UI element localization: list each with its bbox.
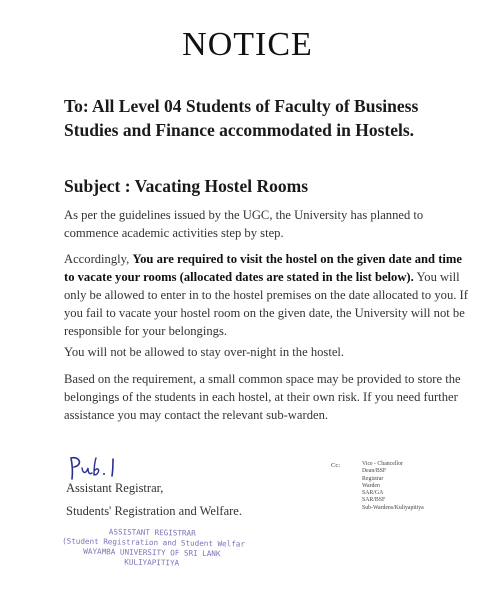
- paragraph-instructions: [64, 250, 472, 340]
- subject-line: Subject : Vacating Hostel Rooms: [64, 176, 309, 196]
- cc-recipient: SAR/BSF: [362, 497, 386, 504]
- instructions-intro: Accordingly,: [64, 252, 133, 266]
- cc-recipient: SAR/GA: [362, 490, 384, 497]
- instructions-rest: You will only be allowed to enter in to the hostel premises on the date allocated to you. If you fail to vacate your hostel room on the given date, the University will not be responsible for your belongings.: [64, 270, 468, 338]
- cc-recipient-list: [362, 461, 424, 512]
- cc-recipient: Registrar: [362, 475, 384, 482]
- paragraph-overnight: You will not be allowed to stay over-night in the hostel.: [64, 345, 345, 359]
- notice-title: NOTICE: [182, 26, 313, 63]
- cc-recipient: Dean/BSF: [362, 468, 387, 475]
- stamp-line: KULIYAPITIYA: [124, 557, 180, 568]
- stamp-line: ASSISTANT REGISTRAR: [108, 527, 196, 538]
- stamp-line: (Student Registration and Student Welfar: [62, 536, 246, 549]
- instructions-bold: You are required to visit the hostel on the given date and time to vacate your rooms (allocated dates are stated in the list below).: [64, 252, 462, 284]
- cc-recipient: Warden: [362, 482, 380, 489]
- signatory-office: Students' Registration and Welfare.: [66, 504, 242, 518]
- signatory-role: Assistant Registrar,: [66, 481, 164, 495]
- stamp-line: WAYAMBA UNIVERSITY OF SRI LANK: [83, 546, 221, 559]
- cc-label: Cc:: [331, 462, 341, 469]
- addressee-line: To: All Level 04 Students of Faculty of Business Studies and Finance accommodated in Hostels.: [64, 96, 419, 140]
- official-stamp: [62, 526, 246, 569]
- cc-recipient: Sub-Wardens/Kuliyapitiya: [362, 504, 424, 511]
- paragraph-guidelines: As per the guidelines issued by the UGC, the University has planned to commence academic activities step by step.: [64, 208, 424, 240]
- cc-recipient: Vice - Chancellor: [362, 461, 403, 467]
- paragraph-common-space: Based on the requirement, a small common space may be provided to store the belongings of the students in each hostel, at their own risk. If you need further assistance you may contact the relevant sub-warden.: [64, 372, 461, 422]
